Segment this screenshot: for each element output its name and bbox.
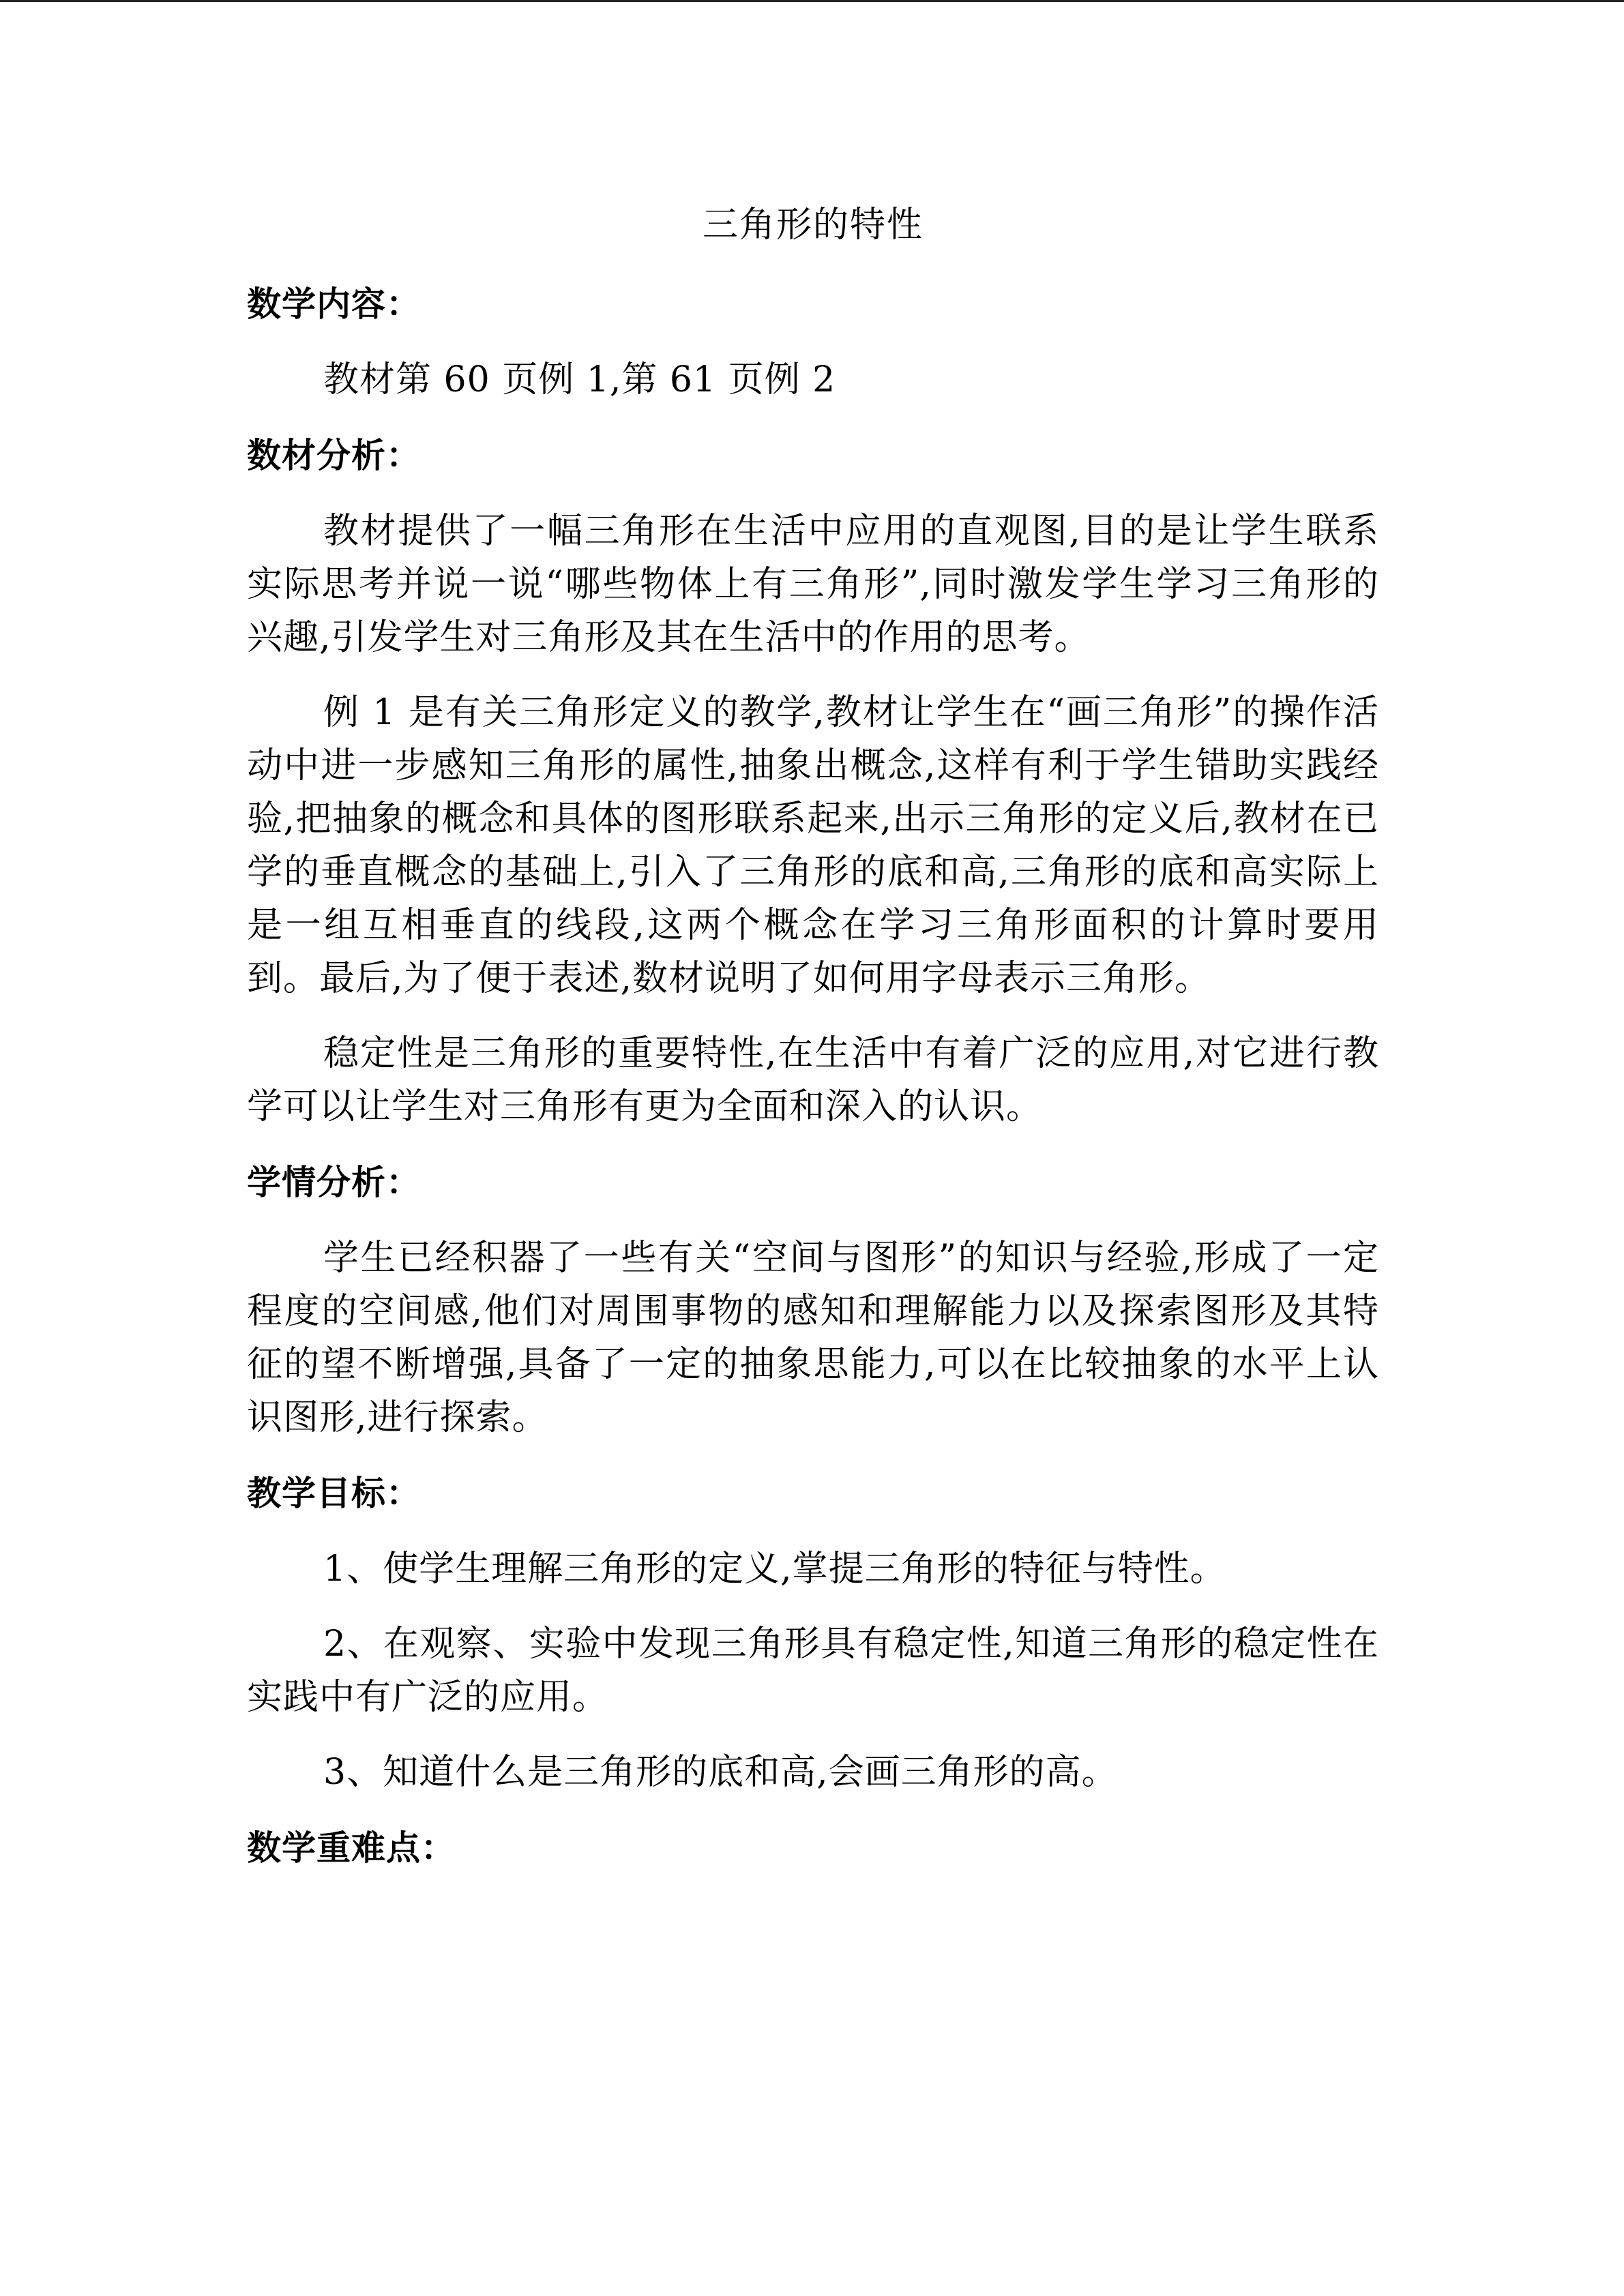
section-heading: 学情分析： — [247, 1163, 421, 1202]
section-teaching-content — [247, 277, 1379, 406]
section-heading: 数学重难点： — [247, 1828, 456, 1868]
section-heading: 数学内容： — [247, 284, 421, 324]
paragraph: 教材提供了一幅三角形在生活中应用的直观图,目的是让学生联系实际思考并说一说“哪些物体上有三角形”,同时激发学生学习三角形的兴趣,引发学生对三角形及其在生活中的作用的思考。 — [247, 511, 1379, 658]
top-border-line — [0, 0, 1624, 2]
paragraph: 稳定性是三角形的重要特性,在生活中有着广泛的应用,对它进行教学可以让学生对三角形有更为全面和深入的认识。 — [247, 1033, 1379, 1127]
document-title: 三角形的特性 — [702, 205, 924, 245]
paragraph: 学生已经积器了一些有关“空间与图形”的知识与经验,形成了一定程度的空间感,他们对周围事物的感知和理解能力以及探索图形及其特征的望不断增强,具备了一定的抽象思能力,可以在比较抽象的水平上认识图形,进行探索。 — [247, 1238, 1379, 1438]
paragraph: 教材第 60 页例 1,第 61 页例 2 — [323, 359, 836, 400]
section-textbook-analysis — [247, 428, 1379, 1133]
goal-item: 1、使学生理解三角形的定义,掌提三角形的特征与特性。 — [323, 1549, 1226, 1590]
goal-item: 3、知道什么是三角形的底和高,会画三角形的高。 — [323, 1752, 1118, 1793]
goal-item: 2、在观察、实验中发现三角形具有稳定性,知道三角形的稳定性在实践中有广泛的应用。 — [247, 1624, 1379, 1718]
paragraph: 例 1 是有关三角形定义的教学,教材让学生在“画三角形”的操作活动中进一步感知三角形的属性,抽象出概念,这样有利于学生错助实践经验,把抽象的概念和具体的图形联系起来,出示三角形的定义后,教材在已学的垂直概念的基础上,引入了三角形的底和高,三角形的底和高实际上是一组互相垂直的线段,这两个概念在学习三角形面积的计算时要用到。最后,为了便于表述,数材说明了如何用字母表示三角形。 — [247, 692, 1379, 999]
section-key-points — [247, 1821, 1379, 1875]
document-page — [247, 198, 1379, 1897]
section-heading: 数材分析： — [247, 436, 421, 475]
section-heading: 教学目标： — [247, 1474, 421, 1513]
section-student-analysis — [247, 1155, 1379, 1444]
section-teaching-goals — [247, 1466, 1379, 1799]
